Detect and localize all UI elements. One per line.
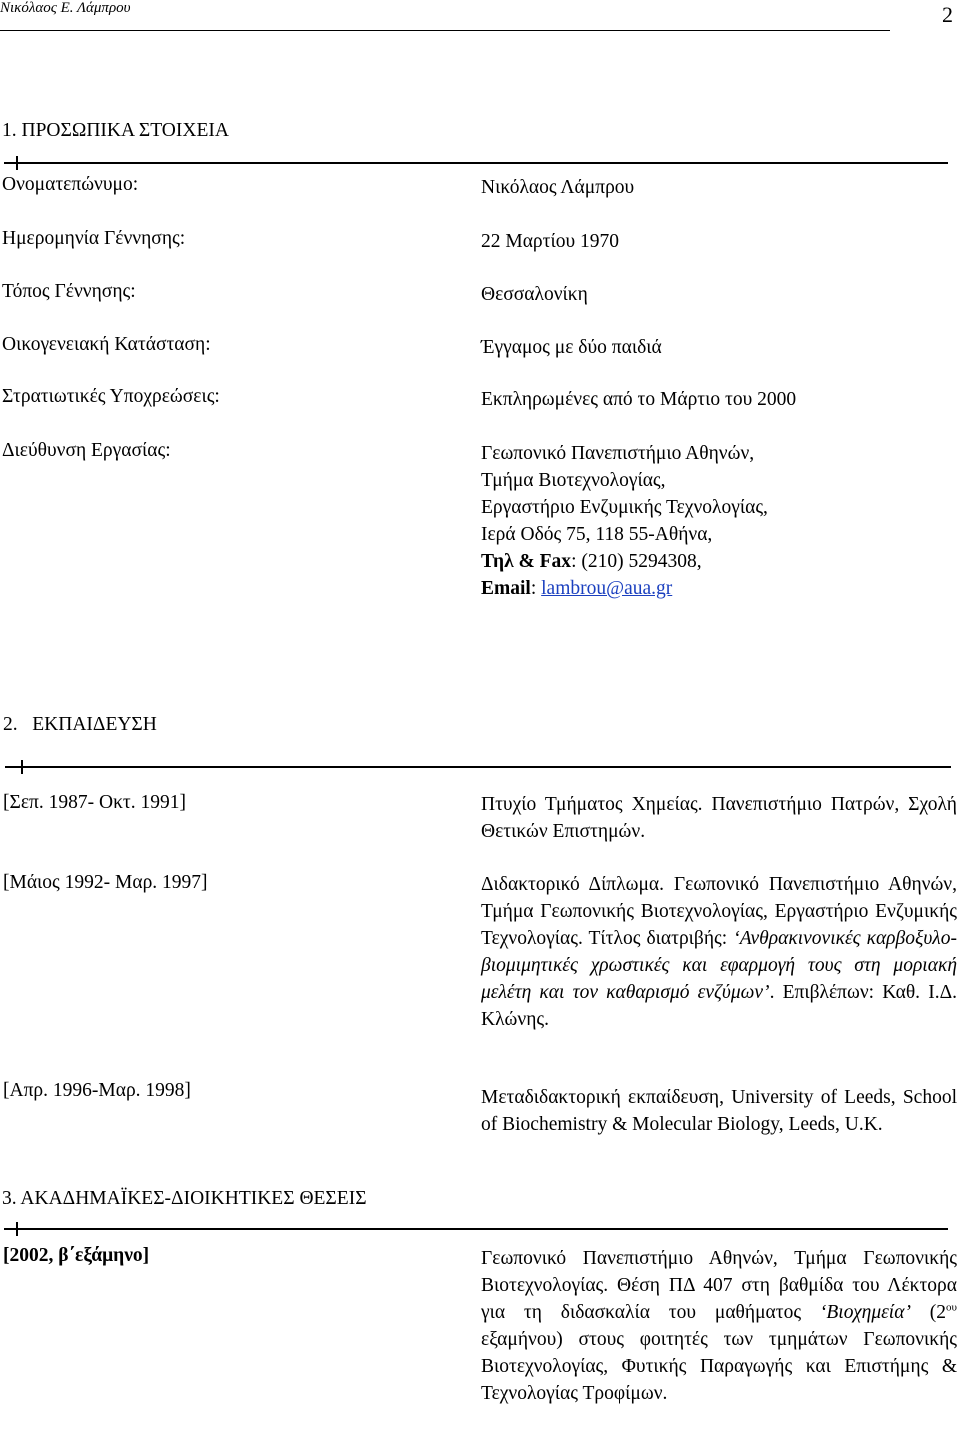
education-date-3: [Απρ. 1996-Μαρ. 1998] [3,1080,191,1101]
address-line: Ιερά Οδός 75, 118 55-Αθήνα, [481,524,713,545]
section-rule-academic [4,1228,948,1230]
email-label: Email [481,578,531,599]
email-link[interactable]: lambrou@aua.gr [541,578,673,599]
education-text-1: Πτυχίο Τμήματος Χημείας. Πανεπιστήμιο Πατρών, Σχολή Θετικών Επιστημών. [481,794,957,842]
work-address-block [481,440,768,602]
value-marital-status: Έγγαμος με δύο παιδιά [481,337,662,358]
academic-text-1b: (2 [910,1302,947,1323]
running-header-author: Νικόλαος Ε. Λάμπρου [0,0,131,16]
label-birth-date: Ημερομηνία Γέννησης: [2,228,186,249]
phone-value: : (210) 5294308, [571,551,702,572]
education-text-3: Μεταδιδακτορική εκπαίδευση, University of Leeds, School of Biochemistry & Molecular Biology, Leeds, U.K. [481,1087,957,1135]
section-rule-education [5,766,951,768]
page-number: 2 [942,2,953,27]
education-date-1: [Σεπ. 1987- Οκτ. 1991] [3,792,186,813]
section-rule-personal [4,162,948,164]
phone-label: Τηλ & Fax [481,551,572,572]
address-line: Εργαστήριο Ενζυμικής Τεχνολογίας, [481,497,768,518]
education-text-2a: Διδακτορικό Δίπλωμα. Γεωπονικό Πανεπιστήμιο Αθηνών, Τμήμα Γεωπονικής Βιοτεχνολογίας, Εργαστήριο Ενζυμικής Τεχνολογίας. Τίτλος διατριβής: [481,874,957,949]
phone-line [481,548,768,575]
label-birth-place: Τόπος Γέννησης: [2,281,136,302]
section-title-academic: 3. ΑΚΑΔΗΜΑΪΚΕΣ-ΔΙΟΙΚΗΤΙΚΕΣ ΘΕΣΕΙΣ [2,1188,367,1209]
value-birth-place: Θεσσαλονίκη [481,284,588,305]
email-line [481,575,768,602]
address-line: Γεωπονικό Πανεπιστήμιο Αθηνών, [481,443,755,464]
label-military-service: Στρατιωτικές Υποχρεώσεις: [2,386,220,407]
academic-text-1a: Γεωπονικό Πανεπιστήμιο Αθηνών, Τμήμα Γεωπονικής Βιοτεχνολογίας. Θέση ΠΔ 407 στη βαθμίδα του Λέκτορα για τη διδασκαλία του μαθήματος [481,1248,957,1323]
academic-date-1: [2002, β΄εξάμηνο] [3,1245,150,1266]
thesis-title: ‘Ανθρακινονικές καρβοξυλο-βιομιμητικές χρωστικές και εφαρμογή τους στη μοριακή μελέτη και τον καθαρισμό ενζύμων’ [481,928,957,1003]
academic-text-1 [481,1245,957,1407]
email-separator: : [530,578,542,599]
address-line: Τμήμα Βιοτεχνολογίας, [481,470,666,491]
label-marital-status: Οικογενειακή Κατάσταση: [2,334,211,355]
value-full-name: Νικόλαος Λάμπρου [481,177,635,198]
label-work-address: Διεύθυνση Εργασίας: [2,440,171,461]
academic-text-1c: εξαμήνου) στους φοιτητές των τμημάτων Γεωπονικής Βιοτεχνολογίας, Φυτικής Παραγωγής και Επιστήμης & Τεχνολογίας Τροφίμων. [481,1329,957,1404]
label-full-name: Ονοματεπώνυμο: [2,174,139,195]
education-date-2: [Μάιος 1992- Μαρ. 1997] [3,872,208,893]
header-rule [0,30,890,31]
course-title: ‘Βιοχημεία’ [819,1302,911,1323]
education-text-2b: . Επιβλέπων: Καθ. Ι.Δ. Κλώνης. [481,982,957,1030]
value-military-service: Εκπληρωμένες από το Μάρτιο του 2000 [481,389,797,410]
value-birth-date: 22 Μαρτίου 1970 [481,231,620,252]
section-title-personal: 1. ΠΡΟΣΩΠΙΚΑ ΣΤΟΙΧΕΙΑ [2,120,229,141]
section-title-education: 2. ΕΚΠΑΙΔΕΥΣΗ [3,714,157,735]
education-text-2 [481,871,957,1033]
ordinal-suffix: ου [946,1301,957,1314]
